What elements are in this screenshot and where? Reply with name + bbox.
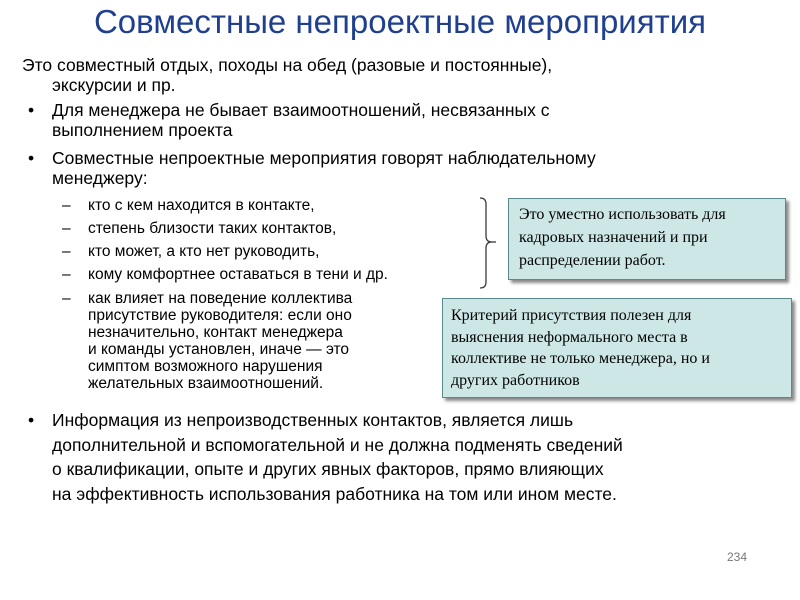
note-line: кадровых назначений и при [519, 229, 708, 246]
dash-marker: – [62, 197, 71, 214]
sub-item [62, 290, 352, 392]
dash-marker: – [62, 220, 71, 237]
sub-item-text: кто с кем находится в контакте, [88, 197, 315, 214]
sub-item [62, 220, 336, 237]
sub-item [62, 197, 315, 214]
page-number: 234 [727, 550, 748, 564]
dash-marker: – [62, 266, 71, 283]
note-line: других работников [451, 371, 580, 389]
bullet-line: на эффективность использования работника на том или ином месте. [52, 483, 617, 504]
grouping-brace [478, 196, 498, 290]
dash-marker: – [62, 243, 71, 260]
intro-line: Это совместный отдых, походы на обед (разовые и постоянные), [22, 55, 553, 75]
bullet-marker: • [28, 148, 35, 168]
slide-title: Совместные непроектные мероприятия [93, 3, 707, 40]
intro-text [22, 55, 722, 95]
note-box-presence-criterion [442, 298, 792, 398]
sub-item-text: степень близости таких контактов, [88, 220, 337, 237]
sub-item [62, 243, 319, 260]
sub-item-line: как влияет на поведение коллектива [88, 290, 353, 307]
sub-item [62, 266, 388, 283]
note-line: Критерий присутствия полезен для [451, 307, 692, 324]
bullet-line: Для менеджера не бывает взаимоотношений, несвязанных с [52, 100, 550, 120]
note-line: распределении работ. [519, 252, 666, 269]
bullet-line: выполнением проекта [52, 120, 233, 140]
bullet-line: Информация из непроизводственных контактов, является лишь [52, 410, 574, 430]
sub-item-line: и команды установлен, иначе — это [88, 341, 350, 358]
bullet-marker: • [28, 100, 35, 120]
bullet-line: Совместные непроектные мероприятия говорят наблюдательному [52, 148, 596, 168]
sub-item-line: желательных взаимоотношений. [88, 375, 324, 392]
note-line: Это уместно использовать для [519, 206, 726, 223]
dash-marker: – [62, 290, 71, 307]
bullet-line: менеджеру: [52, 168, 148, 188]
sub-item-line: незначительно, контакт менеджера [88, 324, 343, 341]
intro-line: экскурсии и пр. [52, 75, 176, 95]
bullet-item-final [28, 408, 788, 506]
bullet-item [28, 148, 728, 188]
sub-item-line: симптом возможного нарушения [88, 358, 323, 375]
sub-item-text: кому комфортнее оставаться в тени и др. [88, 266, 388, 283]
bullet-line: дополнительной и вспомогательной и не должна подменять сведений [52, 434, 623, 455]
sub-item-line: присутствие руководителя: если оно [88, 307, 352, 324]
note-line: выяснения неформального места в [451, 328, 688, 346]
bullet-line: о квалификации, опыте и других явных факторов, прямо влияющих [52, 459, 604, 479]
bullet-marker: • [28, 410, 35, 430]
note-line: коллективе не только менеджера, но и [451, 350, 710, 367]
sub-item-text: кто может, а кто нет руководить, [88, 243, 320, 260]
bullet-item [28, 100, 728, 140]
note-box-assignment [508, 198, 786, 280]
